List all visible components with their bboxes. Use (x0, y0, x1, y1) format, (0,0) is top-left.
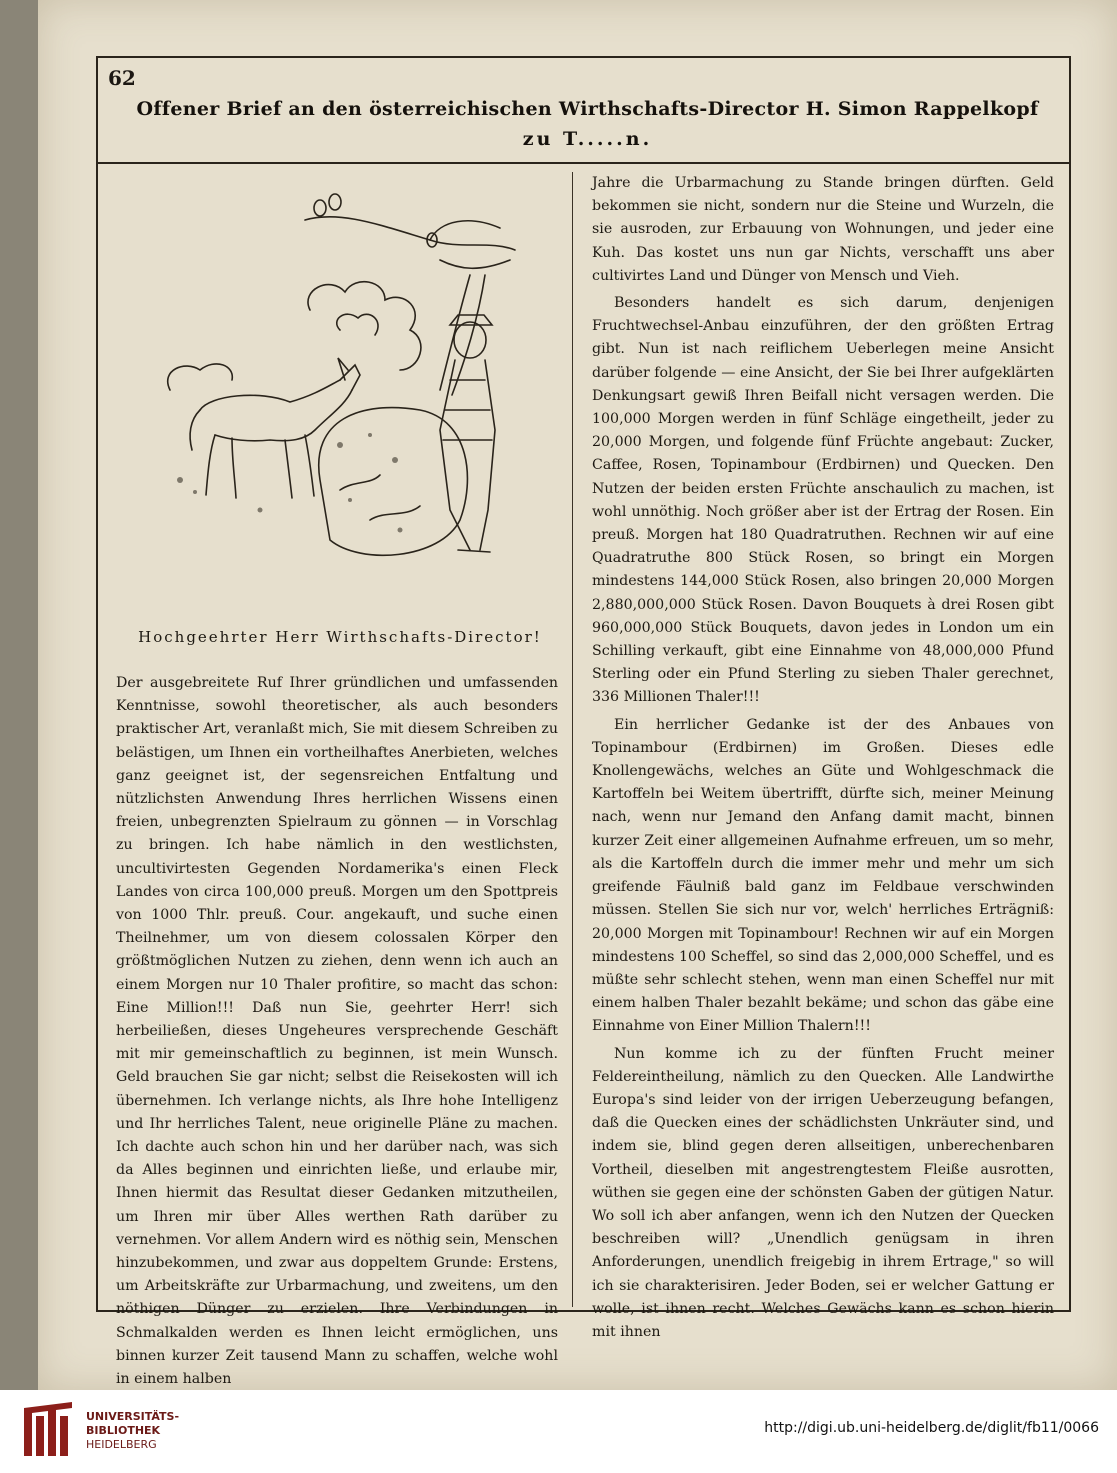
title-line-1: Offener Brief an den österreichischen Wirthschafts-Director H. Simon Rappelkopf (136, 98, 1039, 120)
right-column-text (592, 172, 1054, 1348)
page-number: 62 (108, 66, 136, 90)
title-divider (98, 162, 1069, 164)
paragraph: Jahre die Urbarmachung zu Stande bringen dürften. Geld bekommen sie nicht, sondern nur die Steine und Wurzeln, die sie ausroden, zur Erbauung von Wohnungen, und jeder eine Kuh. Das kostet uns nun gar Nichts, verschafft uns aber cultivirtes Land und Dünger von Mensch und Vieh. (592, 175, 1054, 284)
title-line-2: zu T.....n. (522, 128, 653, 150)
column-divider (572, 172, 573, 1307)
footer-bar (0, 1390, 1117, 1473)
article-title (110, 94, 1065, 154)
left-column-text (116, 672, 558, 1395)
library-crest-icon (20, 1402, 80, 1462)
library-logo[interactable] (20, 1402, 350, 1462)
paragraph: Der ausgebreitete Ruf Ihrer gründlichen und umfassenden Kenntnisse, sowohl theoretischer, als auch besonders praktischer Art, veranlaßt mich, Sie mit diesem Schreiben zu belästigen, um Ihnen ein vortheilhaftes Anerbieten, welches ganz geeignet ist, der segensreichen Entfaltung und nützlichsten Anwendung Ihres herrlichen Wissens einen freien, unbegrenzten Spielraum zu gönnen — in Vorschlag zu bringen. Ich habe nämlich in den westlichsten, uncultivirtesten Gegenden Nordamerika's einen Fleck Landes von circa 100,000 preuß. Morgen um den Spottpreis von 1000 Thlr. preuß. Cour. angekauft, und suche einen Theilnehmer, um von diesem colossalen Körper den größtmöglichen Nutzen zu ziehen, denn wenn ich auch an einem Morgen nur 10 Thaler profitire, so macht das schon: Eine Million!!! Daß nun Sie, geehrter Herr! sich herbeiließen, dieses Ungeheures versprechende Geschäft mit mir gemeinschaftlich zu beginnen, ist mein Wunsch. Geld brauchen Sie gar nicht; selbst die Reisekosten will ich übernehmen. Ich verlange nichts, als Ihre hohe Intelligenz und Ihr herrliches Talent, neue originelle Pläne zu machen. Ich dachte auch schon hin und her darüber nach, was sich da Alles beginnen und einrichten ließe, und erlaube mir, Ihnen hiermit das Resultat dieser Gedanken mitzutheilen, um Ihren mir über Alles werthen Rath darüber zu vernehmen. Vor allem Andern wird es nöthig sein, Menschen hinzubekommen, und zwar aus doppeltem Grunde: Erstens, um Arbeitskräfte zur Urbarmachung, und zweitens, um den nöthigen Dünger zu erzielen. Ihre Verbindungen in Schmalkalden werden es Ihnen leicht ermöglichen, uns binnen kurzer Zeit tausend Mann zu schaffen, welche wohl in einem halben (116, 675, 558, 1388)
paragraph: Besonders handelt es sich darum, denjenigen Fruchtwechsel-Anbau einzuführen, der den größten Ertrag gibt. Nun ist nach reiflichem Ueberlegen meine Ansicht darüber folgende — eine Ansicht, der Sie bei Ihrer aufgeklärten Denkungsart gewiß Ihren Beifall nicht versagen werden. Die 100,000 Morgen werden in fünf Schläge eingetheilt, jeder zu 20,000 Morgen, und folgende fünf Früchte angebaut: Zucker, Caffee, Rosen, Topinambour (Erdbirnen) und Quecken. Den Nutzen der beiden ersten Früchte anschaulich zu machen, ist wohl unnöthig. Noch größer aber ist der Ertrag der Rosen. Ein preuß. Morgen hat 180 Quadratruthen. Rechnen wir auf eine Quadratruthe 800 Stück Rosen, so bringt ein Morgen mindestens 144,000 Stück Rosen, also bringen 20,000 Morgen 2,880,000,000 Stück Rosen. Davon Bouquets à drei Rosen gibt 960,000,000 Stück Bouquets, davon jedes in London um ein Schilling verkauft, gibt eine Einnahme von 48,000,000 Pfund Sterling oder ein Pfund Sterling zu sieben Thaler gerechnet, 336 Millionen Thaler!!! (592, 295, 1054, 706)
donkey-and-man-illustration (140, 180, 550, 580)
source-url-link[interactable]: http://digi.ub.uni-heidelberg.de/diglit/fb11/0066 (764, 1420, 1099, 1436)
paragraph: Nun komme ich zu der fünften Frucht meiner Feldereintheilung, nämlich zu den Quecken. Alle Landwirthe Europa's sind leider von der irrigen Ueberzeugung befangen, daß die Quecken eines der schädlichsten Unkräuter sind, und indem sie, blind gegen deren allseitigen, unberechenbaren Vortheil, dieselben mit angestrengtestem Fleiße ausrotten, wüthen sie gegen eine der schönsten Gaben der gütigen Natur. Wo soll ich aber anfangen, wenn ich den Nutzen der Quecken beschreiben will? „Unendlich genügsam in ihren Anforderungen, unendlich freigebig in ihrem Ertrage," so will ich sie charakterisiren. Jeder Boden, sei er welcher Gattung er wolle, ist ihnen recht. Welches Gewächs kann es schon hierin mit ihnen (592, 1045, 1054, 1340)
library-name: UNIVERSITÄTS- BIBLIOTHEK HEIDELBERG (86, 1410, 180, 1451)
paragraph: Ein herrlicher Gedanke ist der des Anbaues von Topinambour (Erdbirnen) im Großen. Dieses edle Knollengewächs, welches an Güte und Wohlgeschmack die Kartoffeln bei Weitem übertrifft, dürfte sich, meiner Meinung nach, wenn nur Jemand den Anfang damit macht, binnen kurzer Zeit einer allgemeinen Aufnahme erfreuen, um so mehr, als die Kartoffeln durch die immer mehr und mehr um sich greifende Fäulniß bald ganz im Feldbaue verschwinden müssen. Stellen Sie sich nur vor, welch' herrliches Erträgniß: 20,000 Morgen mit Topinambour! Rechnen wir auf ein Morgen mindestens 100 Scheffel, so sind das 2,000,000 Scheffel, und es müßte sehr schlecht stehen, wenn man einen Scheffel nur mit einem halben Thaler bezahlt bekäme; und schon das gäbe eine Einnahme von Einer Million Thalern!!! (592, 716, 1054, 1035)
salutation: Hochgeehrter Herr Wirthschafts-Director! (138, 628, 542, 646)
